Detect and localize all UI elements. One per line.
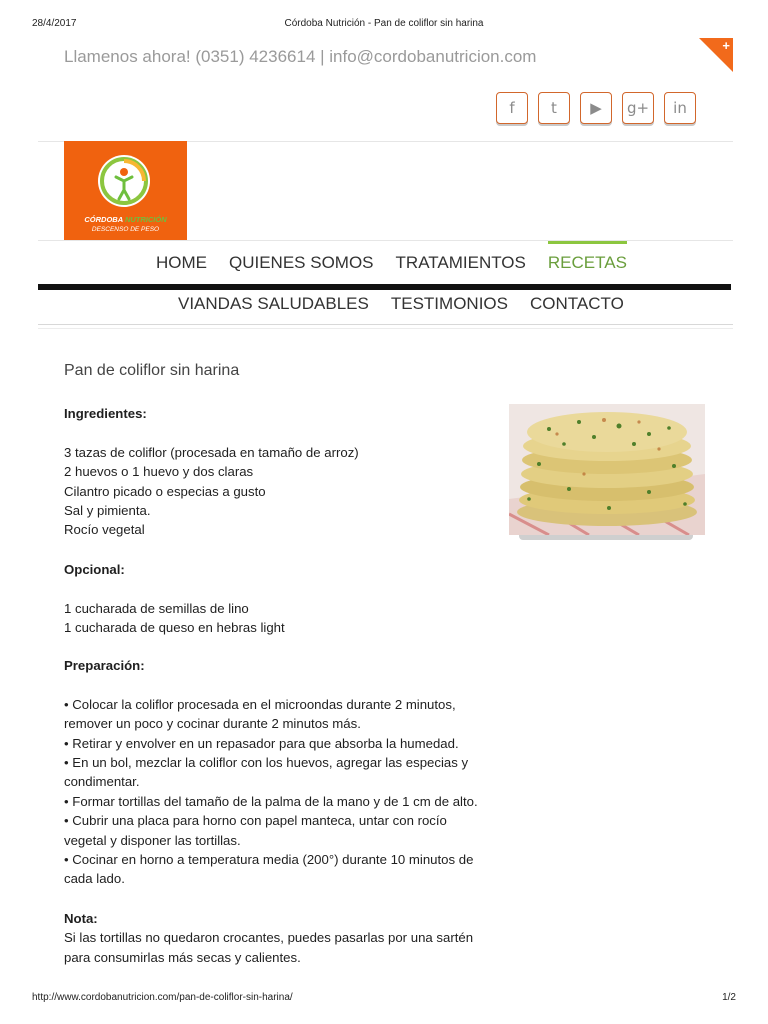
ingredient-item: 3 tazas de coliflor (procesada en tamaño de arroz) — [64, 444, 359, 460]
note-section — [64, 909, 484, 967]
plus-icon[interactable]: + — [722, 38, 730, 53]
optional-section — [64, 560, 484, 638]
print-date: 28/4/2017 — [32, 18, 77, 29]
nav-item-tratamientos[interactable]: TRATAMIENTOS — [395, 253, 526, 272]
ingredients-heading: Ingredientes: — [64, 406, 147, 421]
logo-emblem — [98, 155, 150, 207]
nav-item-quienes-somos[interactable]: QUIENES SOMOS — [229, 253, 374, 272]
preparation-step: • En un bol, mezclar la coliflor con los huevos, agregar las especias y condimentar. — [64, 755, 469, 790]
contact-line: Llamenos ahora! (0351) 4236614 | info@cordobanutricion.com — [64, 47, 537, 66]
preparation-step: • Cubrir una placa para horno con papel manteca, untar con rocío vegetal y disponer las tortillas. — [64, 813, 447, 848]
logo-divider — [38, 240, 733, 241]
optional-item: 1 cucharada de semillas de lino — [64, 600, 249, 616]
preparation-step: • Cocinar en horno a temperatura media (200°) durante 10 minutos de cada lado. — [64, 852, 474, 887]
nav-divider-bar — [38, 284, 731, 290]
preparation-section — [64, 656, 484, 889]
site-logo[interactable] — [64, 141, 187, 240]
article-title: Pan de coliflor sin harina — [64, 362, 240, 379]
twitter-icon[interactable]: t — [538, 92, 570, 124]
google-plus-icon[interactable]: g+ — [622, 92, 654, 124]
secondary-nav — [178, 294, 624, 316]
note-heading: Nota: — [64, 911, 98, 926]
logo-tagline: DESCENSO DE PESO — [91, 226, 160, 233]
ingredient-item: Rocío vegetal — [64, 522, 145, 538]
logo-wordmark: CÓRDOBA NUTRICIÓN — [84, 215, 167, 224]
main-nav — [156, 253, 627, 275]
preparation-step: • Formar tortillas del tamaño de la palma de la mano y de 1 cm de alto. — [64, 793, 478, 809]
ingredient-item: Cilantro picado o especias a gusto — [64, 483, 266, 499]
facebook-icon[interactable]: f — [496, 92, 528, 124]
photo-shadow — [519, 535, 693, 540]
ingredients-section — [64, 404, 484, 540]
optional-heading: Opcional: — [64, 562, 125, 577]
print-url: http://www.cordobanutricion.com/pan-de-coliflor-sin-harina/ — [32, 992, 293, 1003]
print-page-title: Córdoba Nutrición - Pan de coliflor sin harina — [284, 18, 484, 29]
youtube-icon[interactable]: ▶ — [580, 92, 612, 124]
nav-item-home[interactable]: HOME — [156, 253, 207, 272]
nav-item-testimonios[interactable]: TESTIMONIOS — [390, 294, 508, 313]
ingredient-item: Sal y pimienta. — [64, 503, 151, 519]
print-page-number: 1/2 — [722, 992, 736, 1003]
nav-item-viandas-saludables[interactable]: VIANDAS SALUDABLES — [178, 294, 369, 313]
preparation-heading: Preparación: — [64, 658, 145, 673]
content-divider-secondary — [38, 328, 733, 329]
preparation-step: • Colocar la coliflor procesada en el microondas durante 2 minutos, remover un poco y cocinar durante 2 minutos más. — [64, 696, 456, 732]
note-text: Si las tortillas no quedaron crocantes, puedes pasarlas por una sartén para consumirlas más secas y calientes. — [64, 930, 474, 965]
optional-item: 1 cucharada de queso en hebras light — [64, 620, 285, 636]
recipe-photo — [509, 404, 705, 535]
preparation-step: • Retirar y envolver en un repasador para que absorba la humedad. — [64, 735, 459, 751]
nav-item-contacto[interactable]: CONTACTO — [529, 294, 624, 313]
social-links — [496, 92, 696, 124]
content-divider — [38, 324, 733, 325]
nav-item-recetas[interactable]: RECETAS — [548, 253, 627, 275]
ingredient-item: 2 huevos o 1 huevo y dos claras — [64, 464, 254, 480]
linkedin-icon[interactable]: in — [664, 92, 696, 124]
